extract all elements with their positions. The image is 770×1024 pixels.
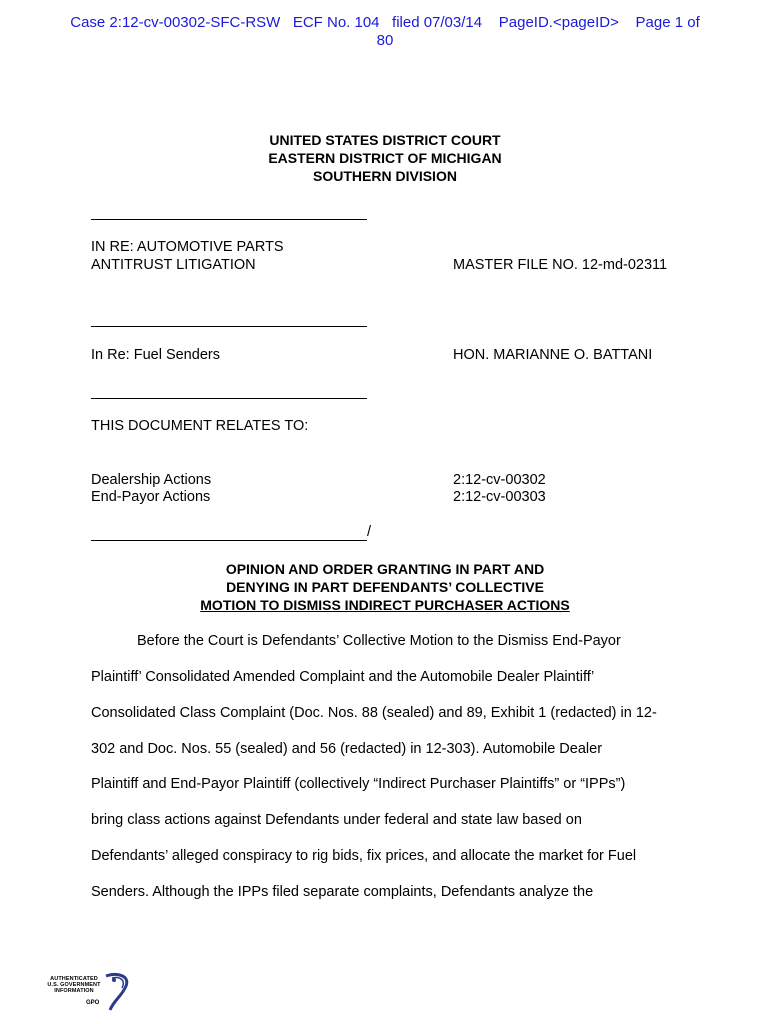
- caption-rule-1: [91, 219, 367, 221]
- court-division: SOUTHERN DIVISION: [313, 168, 457, 184]
- in-re-line2: ANTITRUST LITIGATION: [91, 257, 256, 273]
- ecf-header: [40, 14, 730, 50]
- dealership-actions: Dealership Actions: [91, 472, 212, 488]
- case-number-2: 2:12-cv-00303: [453, 489, 546, 505]
- gpo-authentication-text: [44, 976, 104, 994]
- case-number-1: 2:12-cv-00302: [453, 472, 546, 488]
- ecf-header-line2: 80: [376, 32, 394, 49]
- body-line-1: Before the Court is Defendants’ Collective Motion to the Dismiss End-Payor: [137, 633, 621, 649]
- order-title: [0, 560, 770, 614]
- court-district: EASTERN DISTRICT OF MICHIGAN: [268, 150, 502, 166]
- order-title-line3: MOTION TO DISMISS INDIRECT PURCHASER ACTIONS: [200, 597, 570, 613]
- body-line-2: Plaintiff’ Consolidated Amended Complaint and the Automobile Dealer Plaintiff’: [91, 669, 595, 685]
- court-name: UNITED STATES DISTRICT COURT: [269, 132, 501, 148]
- gpo-line3: INFORMATION: [54, 988, 94, 994]
- caption-rule-2: [91, 326, 367, 328]
- end-payor-actions: End-Payor Actions: [91, 489, 211, 505]
- body-line-6: bring class actions against Defendants under federal and state law based on: [91, 812, 582, 828]
- gpo-mark: GPO: [86, 1000, 100, 1006]
- body-line-5: Plaintiff and End-Payor Plaintiff (collectively “Indirect Purchaser Plaintiffs” or “IPPs”): [91, 776, 626, 792]
- judge-name: HON. MARIANNE O. BATTANI: [453, 347, 653, 363]
- gpo-line1: AUTHENTICATED: [50, 976, 98, 982]
- body-line-8: Senders. Although the IPPs filed separate complaints, Defendants analyze the: [91, 884, 594, 900]
- body-line-7: Defendants’ alleged conspiracy to rig bids, fix prices, and allocate the market for Fuel: [91, 848, 637, 864]
- caption-rule-3: [91, 398, 367, 400]
- order-title-line2: DENYING IN PART DEFENDANTS’ COLLECTIVE: [226, 579, 544, 595]
- ecf-header-line1: Case 2:12-cv-00302-SFC-RSW ECF No. 104 filed 07/03/14 PageID.<pageID> Page 1 of: [70, 14, 700, 31]
- master-file-number: MASTER FILE NO. 12-md-02311: [453, 257, 668, 273]
- in-re-line1: IN RE: AUTOMOTIVE PARTS: [91, 239, 284, 255]
- order-title-line1: OPINION AND ORDER GRANTING IN PART AND: [225, 561, 545, 577]
- caption-rule-4: [91, 540, 367, 542]
- caption-closing-slash: /: [367, 524, 372, 540]
- body-line-3: Consolidated Class Complaint (Doc. Nos. 88 (sealed) and 89, Exhibit 1 (redacted) in 12-: [91, 705, 657, 721]
- gpo-line2: U.S. GOVERNMENT: [47, 982, 101, 988]
- in-re-fuel-senders: In Re: Fuel Senders: [91, 347, 220, 363]
- court-heading: [0, 131, 770, 185]
- relates-to: THIS DOCUMENT RELATES TO:: [91, 418, 309, 434]
- body-line-4: 302 and Doc. Nos. 55 (sealed) and 56 (redacted) in 12-303). Automobile Dealer: [91, 741, 603, 757]
